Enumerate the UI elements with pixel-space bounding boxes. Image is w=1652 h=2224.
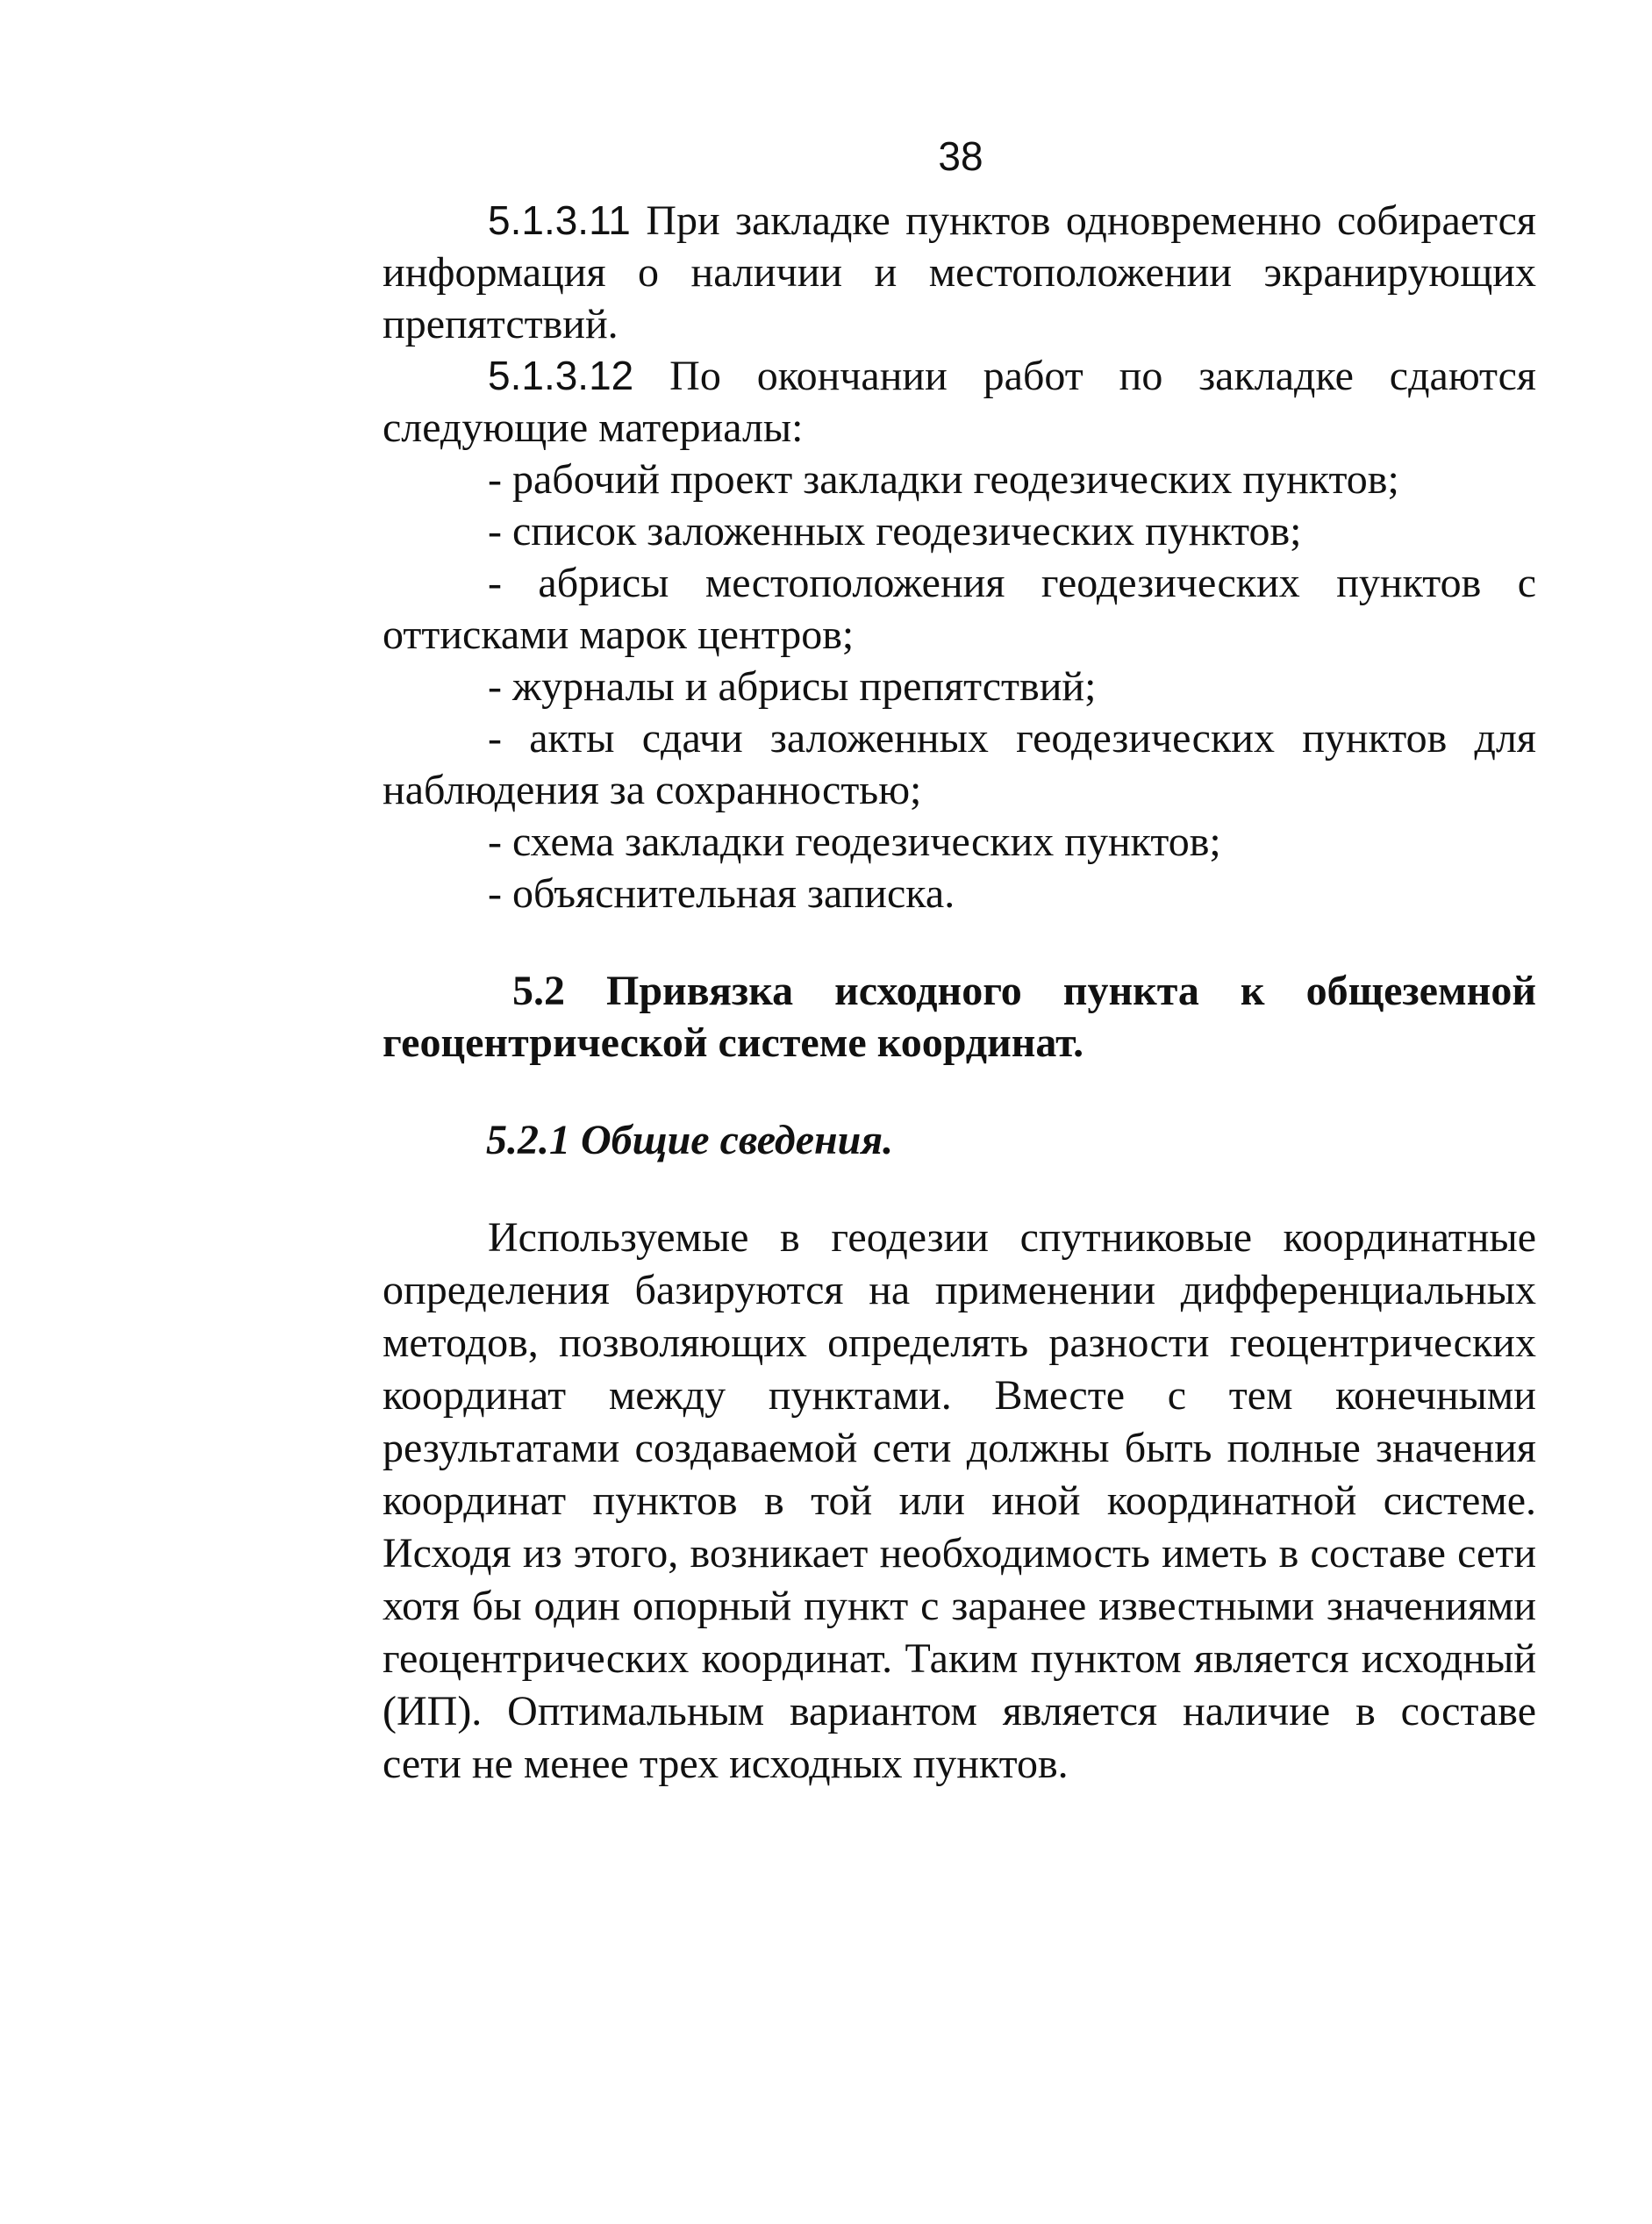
list-item: - рабочий проект закладки геодезических пунктов; xyxy=(488,456,1399,503)
paragraph-5-1-3-12 xyxy=(383,350,1536,454)
list-item: - журналы и абрисы препятствий; xyxy=(488,663,1097,710)
list-item: - схема закладки геодезических пунктов; xyxy=(488,819,1221,865)
paragraph-5-2-1: Используемые в геодезии спутниковые координатные определения базируются на применении дифференциальных методов, позволяющих определять разности геоцентрических координат между пунктами. Вместе с тем конечными результатами создаваемой сети должны быть полные значения координат пунктов в той или иной координатной системе. Исходя из этого, возникает необходимость иметь в составе сети хотя бы один опорный пункт с заранее известными значениями геоцентрических координат. Таким пунктом является исходный (ИП). Оптимальным вариантом является наличие в составе сети не менее трех исходных пунктов. xyxy=(383,1214,1536,1787)
paragraph-text: При закладке пунктов одновременно собирается информация о наличии и местоположении экранирующих препятствий. xyxy=(383,197,1536,347)
list-item: - список заложенных геодезических пунктов; xyxy=(488,508,1302,554)
paragraph-text: По окончании работ по закладке сдаются следующие материалы: xyxy=(383,353,1536,451)
section-number: 5.1.3.12 xyxy=(488,353,634,398)
section-number: 5.1.3.11 xyxy=(488,197,631,243)
document-body xyxy=(383,195,1536,1791)
list-item: - абрисы местоположения геодезических пунктов с оттисками марок центров; xyxy=(383,560,1536,658)
section-heading-5-2-1: 5.2.1 Общие сведения. xyxy=(486,1117,894,1163)
page-number: 38 xyxy=(938,133,983,179)
paragraph-5-1-3-11 xyxy=(383,195,1536,350)
list-item: - акты сдачи заложенных геодезических пунктов для наблюдения за сохранностью; xyxy=(383,715,1536,813)
section-heading-5-2: 5.2 Привязка исходного пункта к общеземной геоцентрической системе координат. xyxy=(383,968,1536,1066)
list-item: - объяснительная записка. xyxy=(488,870,955,917)
